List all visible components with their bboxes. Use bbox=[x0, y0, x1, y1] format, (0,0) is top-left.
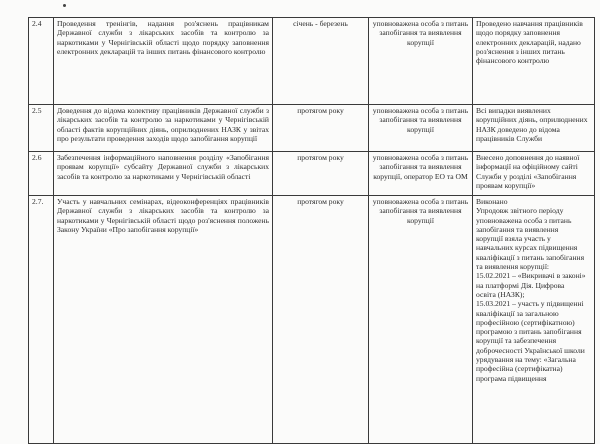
result-line: та виявлення корупції: bbox=[476, 262, 550, 272]
result-line: професійною (сертифікатною) bbox=[476, 317, 575, 327]
responsible-cell: уповноважена особа з питань запобігання та виявлення корупції bbox=[369, 18, 473, 105]
activity-cell: Доведення до відома колективу працівників Державної служби з лікарських засобів та контролю за наркотиками у Чернігівській області фактів корупційних діянь, оприлюднених НАЗК у звітах про результати проведення заходів щодо запобігання корупції bbox=[54, 105, 273, 152]
scan-speck bbox=[63, 4, 66, 7]
table-row bbox=[29, 105, 595, 152]
result-cell: Внесено доповнення до наявної інформації на офіційному сайті Служби у розділі «Запобігання проявам корупції» bbox=[473, 152, 595, 196]
result-line: 15.02.2021 – «Викривачі в законі» bbox=[476, 271, 586, 281]
result-line: професійна (сертифікатна) bbox=[476, 364, 563, 374]
row-number: 2.6 bbox=[29, 152, 54, 196]
term-cell: протягом року bbox=[273, 105, 369, 152]
activity-cell: Забезпечення інформаційного наповнення розділу «Запобігання проявам корупції» субсайту Державної служби з лікарських засобів та контролю за наркотиками у Чернігівській області bbox=[54, 152, 273, 196]
result-line: корупції взяла участь у bbox=[476, 234, 551, 244]
responsible-cell: уповноважена особа з питань запобігання та виявлення корупції, оператор ЕО та ОМ bbox=[369, 152, 473, 196]
result-line: доброчесності Української школи bbox=[476, 345, 585, 355]
table-row bbox=[29, 18, 595, 105]
term-cell: протягом року bbox=[273, 152, 369, 196]
result-line: кваліфікації за загальною bbox=[476, 308, 559, 318]
responsible-cell: уповноважена особа з питань запобігання та виявлення корупції bbox=[369, 196, 473, 444]
responsible-cell: уповноважена особа з питань запобігання та виявлення корупції bbox=[369, 105, 473, 152]
result-line: урядування на тему: «Загальна bbox=[476, 355, 576, 365]
result-line: Виконано bbox=[476, 197, 508, 206]
result-line: програма підвищення bbox=[476, 373, 547, 383]
result-line: 15.03.2021 – участь у підвищенні bbox=[476, 299, 584, 309]
table-row bbox=[29, 152, 595, 196]
table-row bbox=[29, 196, 595, 444]
result-cell: Всі випадки виявлених корупційних діянь, оприлюднених НАЗК доведено до відома працівників Служби bbox=[473, 105, 595, 152]
term-cell: січень - березень bbox=[273, 18, 369, 105]
row-number: 2.7. bbox=[29, 196, 54, 444]
result-cell bbox=[473, 196, 595, 444]
activity-cell: Участь у навчальних семінарах, відеоконференціях працівників Державної служби з лікарських засобів та контролю за наркотиками у Чернігівській області щодо роз'яснення положень Закону України «Про запобігання корупції» bbox=[54, 196, 273, 444]
result-cell: Проведено навчання працівників щодо порядку заповнення електронних декларацій, надано роз'яснення з інших питань фінансового контролю bbox=[473, 18, 595, 105]
result-line: програмою з питань запобігання bbox=[476, 327, 582, 337]
row-number: 2.5 bbox=[29, 105, 54, 152]
anticorruption-plan-table bbox=[28, 17, 595, 444]
result-line: уповноважена особа з питань bbox=[476, 215, 572, 225]
result-line: кваліфікації з питань запобігання bbox=[476, 252, 585, 262]
term-cell: протягом року bbox=[273, 196, 369, 444]
result-line: запобігання та виявлення bbox=[476, 224, 559, 234]
result-line: освіта (НАЗК); bbox=[476, 289, 525, 299]
activity-cell: Проведення тренінгів, надання роз'яснень працівникам Державної служби з лікарських засобів та контролю за наркотиками у Чернігівській області щодо порядку заповнення електронних декларацій та інших питань фінансового контролю bbox=[54, 18, 273, 105]
result-line: на платформі Дія. Цифрова bbox=[476, 280, 565, 290]
result-line: навчальних курсах підвищення bbox=[476, 243, 578, 253]
result-line: Упродовж звітного періоду bbox=[476, 206, 564, 216]
row-number: 2.4 bbox=[29, 18, 54, 105]
result-line: корупції та забезпечення bbox=[476, 336, 557, 346]
